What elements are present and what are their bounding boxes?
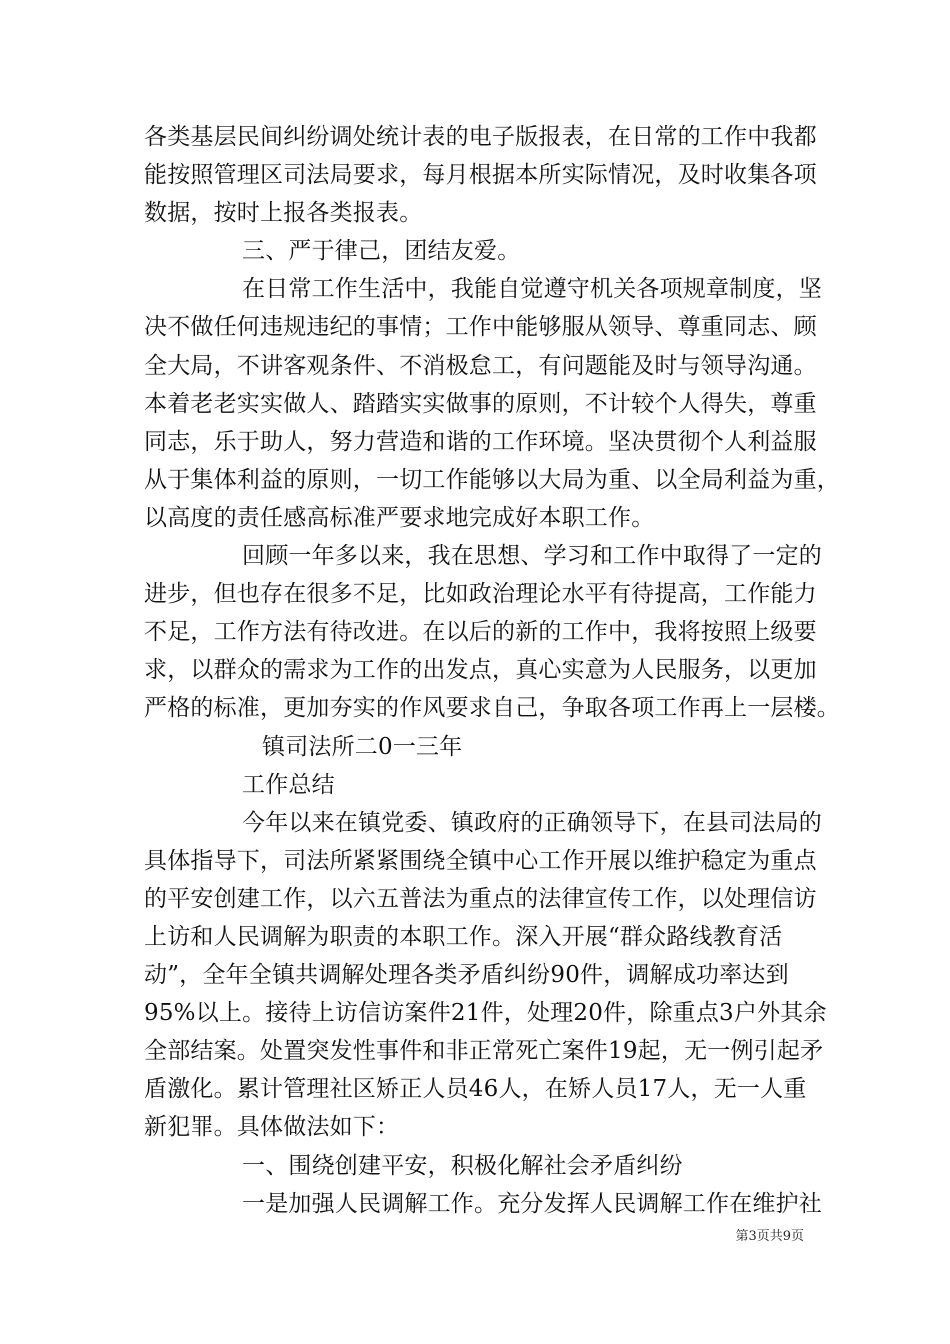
body-text xyxy=(144,118,840,1223)
text-line: 本着老老实实做人、踏踏实实做事的原则，不计较个人得失，尊重 xyxy=(144,390,817,417)
text-line: 严格的标准，更加夯实的作风要求自己，争取各项工作再上一层楼。 xyxy=(144,695,840,722)
document-subtitle: 镇司法所二0一三年 xyxy=(262,733,463,760)
section-heading: 三、严于律己，团结友爱。 xyxy=(242,238,521,265)
text-line: 今年以来在镇党委、镇政府的正确领导下，在县司法局的 xyxy=(242,809,822,836)
text-line: 新犯罪。具体做法如下： xyxy=(144,1114,400,1141)
text-line: 上访和人民调解为职责的本职工作。深入开展“群众路线教育活 xyxy=(144,923,783,950)
text-line: 数据，按时上报各类报表。 xyxy=(144,200,423,227)
section-heading: 一、围绕创建平安，积极化解社会矛盾纠纷 xyxy=(242,1152,683,1179)
text-line: 同志，乐于助人，努力营造和谐的工作环境。坚决贯彻个人利益服 xyxy=(144,428,817,455)
text-line: 的平安创建工作，以六五普法为重点的法律宣传工作，以处理信访 xyxy=(144,885,817,912)
document-title: 工作总结 xyxy=(242,771,335,798)
text-line: 以高度的责任感高标准严要求地完成好本职工作。 xyxy=(144,504,655,531)
text-line: 不足，工作方法有待改进。在以后的新的工作中，我将按照上级要 xyxy=(144,619,817,646)
text-line: 动”，全年全镇共调解处理各类矛盾纠纷90件，调解成功率达到 xyxy=(144,962,789,989)
text-line: 从于集体利益的原则，一切工作能够以大局为重、以全局利益为重， xyxy=(144,466,840,493)
text-line: 在日常工作生活中，我能自觉遵守机关各项规章制度，坚 xyxy=(242,276,822,303)
text-line: 盾激化。累计管理社区矫正人员46人，在矫人员17人，无一人重 xyxy=(144,1076,807,1103)
text-line: 具体指导下，司法所紧紧围绕全镇中心工作开展以维护稳定为重点 xyxy=(144,847,817,874)
text-line: 能按照管理区司法局要求，每月根据本所实际情况，及时收集各项 xyxy=(144,162,817,189)
page-number: 第3页共9页 xyxy=(735,1229,804,1244)
text-line: 全大局，不讲客观条件、不消极怠工，有问题能及时与领导沟通。 xyxy=(144,352,817,379)
text-line: 95%以上。接待上访信访案件21件，处理20件，除重点3户外其余 xyxy=(144,1000,827,1027)
text-line: 回顾一年多以来，我在思想、学习和工作中取得了一定的 xyxy=(242,543,822,570)
text-line: 全部结案。处置突发性事件和非正常死亡案件19起，无一例引起矛 xyxy=(144,1038,824,1065)
text-line: 进步，但也存在很多不足，比如政治理论水平有待提高，工作能力 xyxy=(144,581,817,608)
text-line: 各类基层民间纠纷调处统计表的电子版报表，在日常的工作中我都 xyxy=(144,124,817,150)
text-line: 一是加强人民调解工作。充分发挥人民调解工作在维护社 xyxy=(242,1190,822,1217)
text-line: 决不做任何违规违纪的事情；工作中能够服从领导、尊重同志、顾 xyxy=(144,314,817,341)
text-line: 求，以群众的需求为工作的出发点，真心实意为人民服务，以更加 xyxy=(144,657,817,684)
